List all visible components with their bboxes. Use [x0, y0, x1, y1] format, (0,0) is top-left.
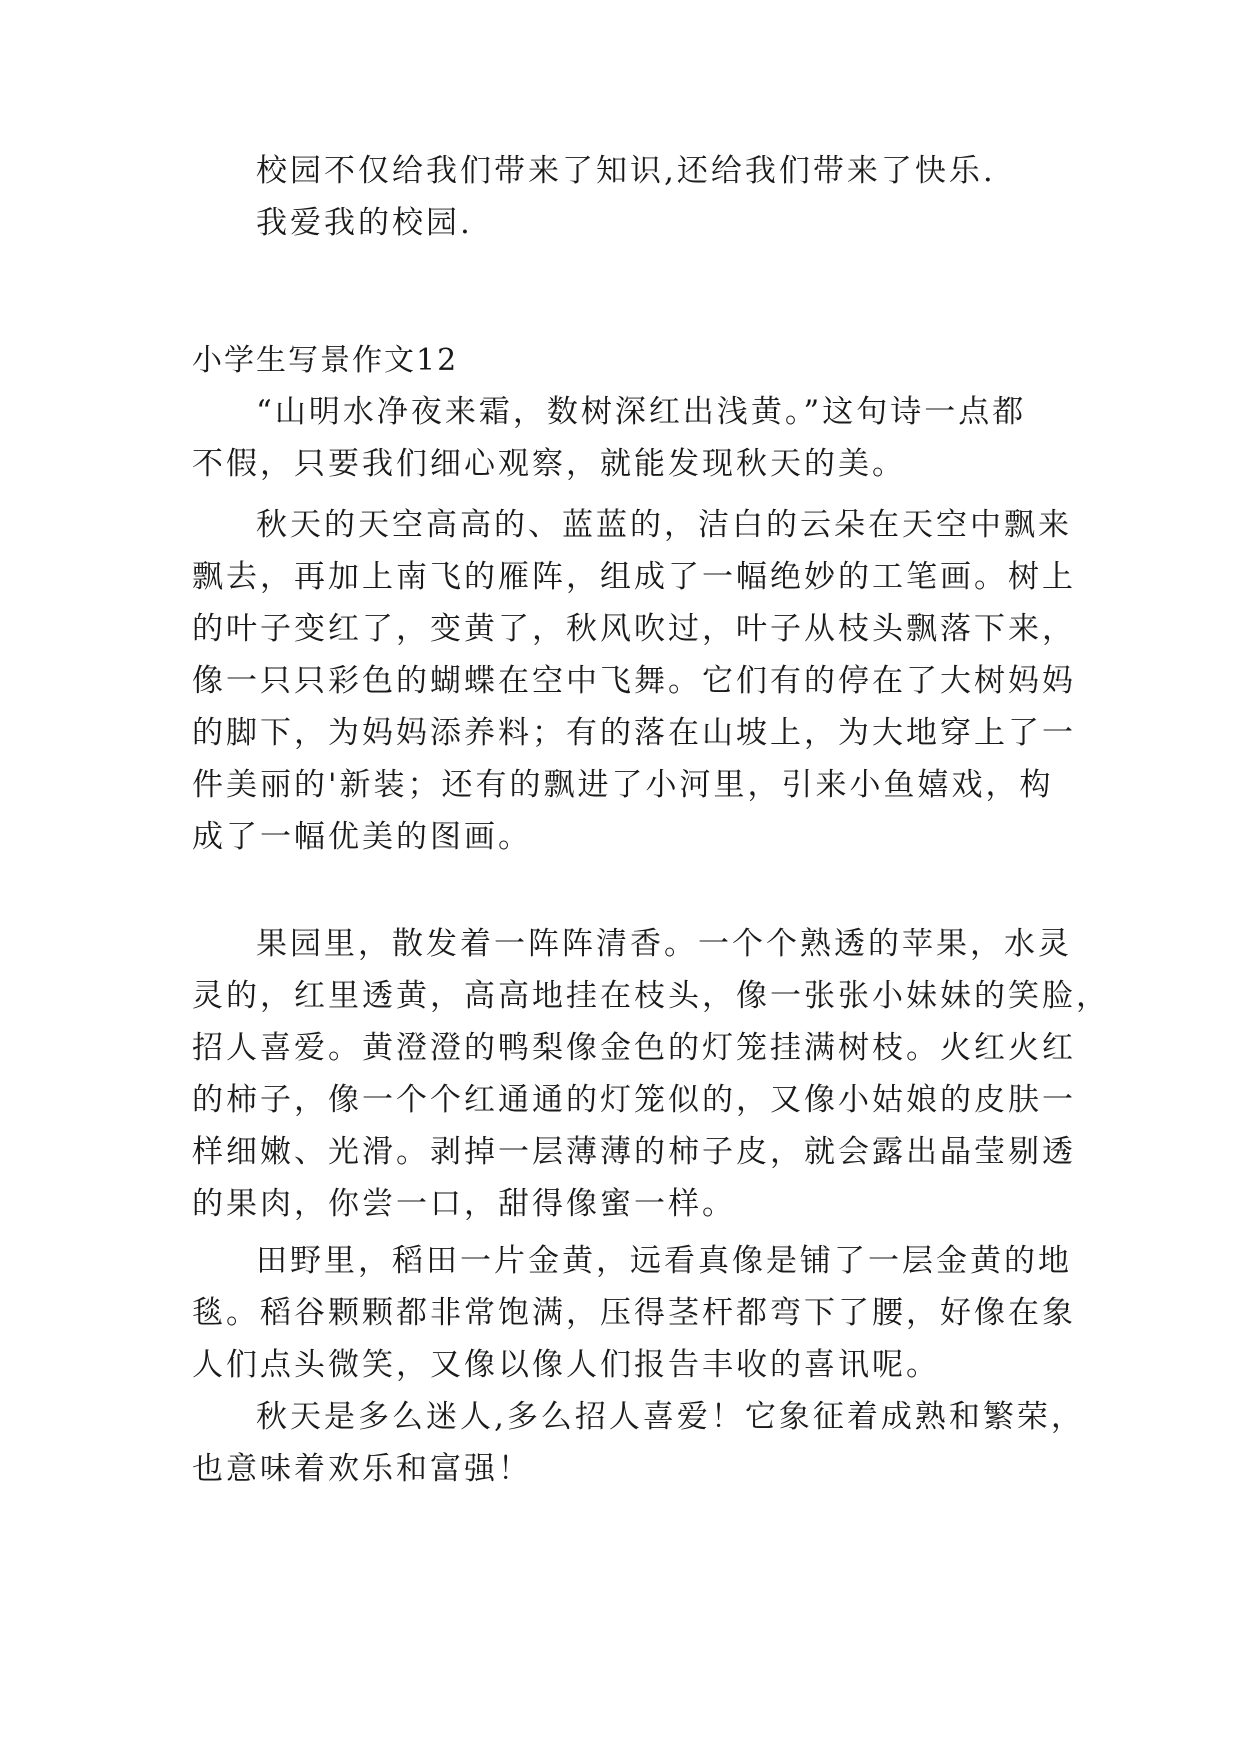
paragraph-line: “山明水净夜来霜，数树深红出浅黄。”这句诗一点都	[256, 394, 1027, 430]
paragraph-line: 成了一幅优美的图画。	[192, 819, 532, 855]
paragraph-3	[192, 918, 1110, 1230]
paragraph-line: 我爱我的校园.	[256, 205, 473, 241]
paragraph-line: 田野里，稻田一片金黄，远看真像是铺了一层金黄的地	[256, 1243, 1072, 1279]
paragraph-line: 招人喜爱。黄澄澄的鸭梨像金色的灯笼挂满树枝。火红火红	[192, 1030, 1076, 1066]
paragraph-line: 的脚下，为妈妈添养料；有的落在山坡上，为大地穿上了一	[192, 715, 1076, 751]
paragraph-1	[192, 386, 1052, 490]
paragraph-line: 的果肉，你尝一口，甜得像蜜一样。	[192, 1186, 736, 1222]
paragraph-line: 件美丽的'新装；还有的飘进了小河里，引来小鱼嬉戏，构	[192, 767, 1054, 803]
paragraph-2	[192, 499, 1076, 863]
paragraph-line: 人们点头微笑，又像以像人们报告丰收的喜讯呢。	[192, 1347, 940, 1383]
paragraph-line: 样细嫩、光滑。剥掉一层薄薄的柿子皮，就会露出晶莹剔透	[192, 1134, 1076, 1170]
paragraph-5	[192, 1391, 1085, 1495]
paragraph-line: 毯。稻谷颗颗都非常饱满，压得茎杆都弯下了腰，好像在象	[192, 1295, 1076, 1331]
paragraph-line: 灵的，红里透黄，高高地挂在枝头，像一张张小妹妹的笑脸，	[192, 978, 1110, 1014]
top-paragraphs	[192, 145, 1052, 249]
paragraph-line: 飘去，再加上南飞的雁阵，组成了一幅绝妙的工笔画。树上	[192, 559, 1076, 595]
section-title: 小学生写景作文12	[192, 343, 459, 378]
paragraph-line: 的叶子变红了，变黄了，秋风吹过，叶子从枝头飘落下来，	[192, 611, 1076, 647]
paragraph-line: 像一只只彩色的蝴蝶在空中飞舞。它们有的停在了大树妈妈	[192, 663, 1076, 699]
paragraph-line: 的柿子，像一个个红通通的灯笼似的，又像小姑娘的皮肤一	[192, 1082, 1076, 1118]
paragraph-line: 不假，只要我们细心观察，就能发现秋天的美。	[192, 446, 906, 482]
paragraph-line: 秋天的天空高高的、蓝蓝的，洁白的云朵在天空中飘来	[256, 507, 1072, 543]
paragraph-line: 果园里，散发着一阵阵清香。一个个熟透的苹果，水灵	[256, 926, 1072, 962]
paragraph-line: 秋天是多么迷人,多么招人喜爱！它象征着成熟和繁荣，	[256, 1399, 1085, 1435]
paragraph-line: 校园不仅给我们带来了知识,还给我们带来了快乐.	[256, 153, 996, 189]
paragraph-line: 也意味着欢乐和富强！	[192, 1451, 532, 1487]
paragraph-4	[192, 1235, 1076, 1391]
